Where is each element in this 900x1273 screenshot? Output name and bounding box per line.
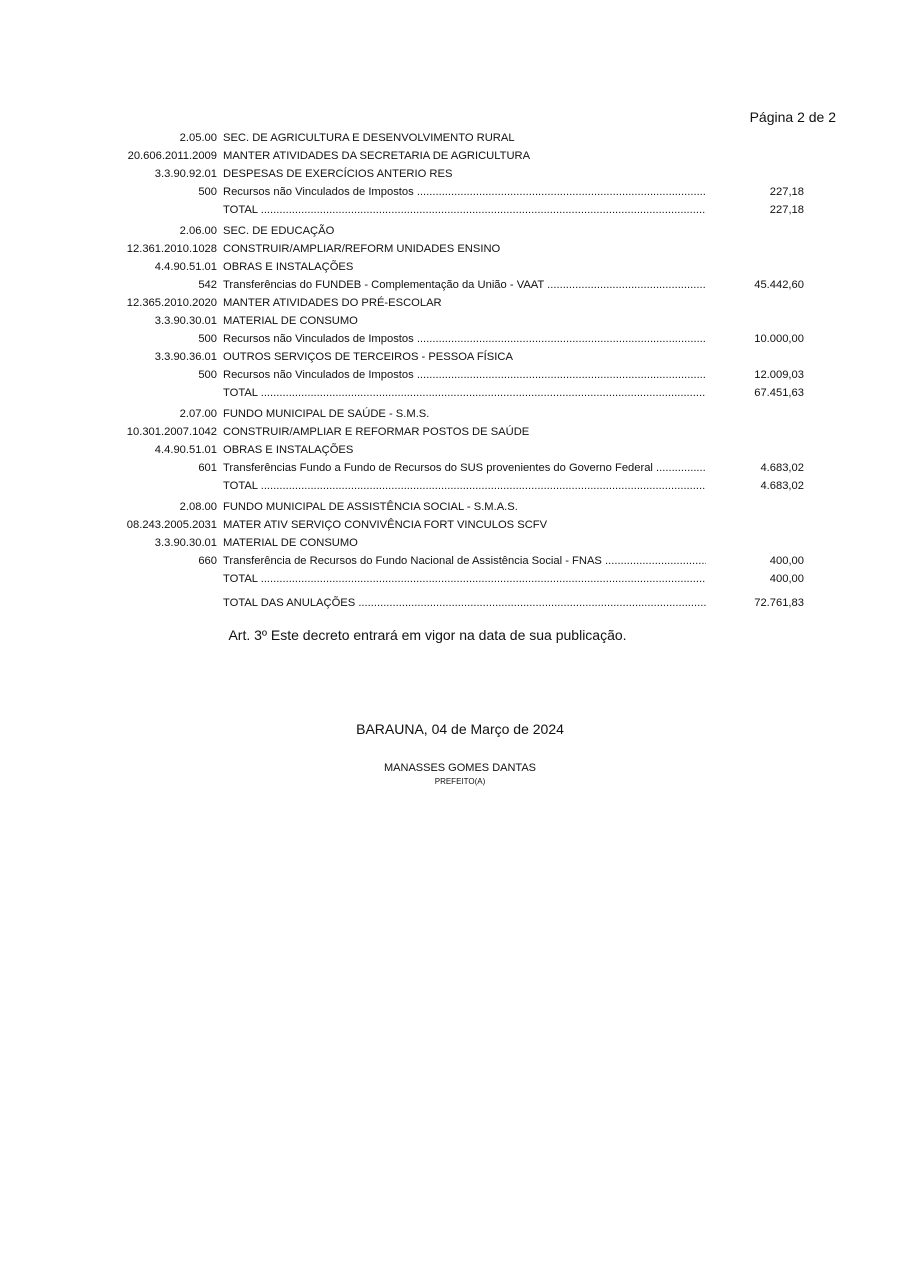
row-description: OBRAS E INSTALAÇÕES (223, 444, 354, 456)
table-row (0, 459, 900, 477)
table-row (0, 276, 900, 294)
row-code: 2.05.00 (179, 132, 217, 144)
row-description: MATERIAL DE CONSUMO (223, 315, 358, 327)
table-row (0, 258, 900, 276)
row-code: 500 (198, 333, 217, 345)
row-code: 3.3.90.92.01 (154, 168, 217, 180)
table-row (0, 498, 900, 516)
total-label: TOTAL ..... (223, 201, 706, 219)
row-description: SEC. DE AGRICULTURA E DESENVOLVIMENTO RURAL (223, 132, 515, 144)
table-row (0, 294, 900, 312)
row-description: FUNDO MUNICIPAL DE ASSISTÊNCIA SOCIAL - S.M.A.S. (223, 501, 518, 513)
row-code: 542 (198, 279, 217, 291)
table-row (0, 516, 900, 534)
row-description: Transferências do FUNDEB - Complementação da União - VAAT ..... (223, 276, 706, 294)
row-value: 45.442,60 (754, 279, 804, 291)
row-description: MANTER ATIVIDADES DO PRÉ-ESCOLAR (223, 297, 442, 309)
table-row (0, 366, 900, 384)
table-row (0, 330, 900, 348)
total-value: 4.683,02 (760, 480, 804, 492)
row-description: CONSTRUIR/AMPLIAR E REFORMAR POSTOS DE SAÚDE (223, 426, 530, 438)
row-value: 227,18 (769, 186, 804, 198)
table-row (0, 240, 900, 258)
row-description: Recursos não Vinculados de Impostos ..... (223, 366, 706, 384)
row-description: SEC. DE EDUCAÇÃO (223, 225, 335, 237)
row-description: DESPESAS DE EXERCÍCIOS ANTERIO RES (223, 168, 453, 180)
table-row (0, 312, 900, 330)
table-row (0, 129, 900, 147)
row-code: 2.07.00 (179, 408, 217, 420)
row-code: 2.06.00 (179, 225, 217, 237)
row-value: 4.683,02 (760, 462, 804, 474)
grand-total-value: 72.761,83 (754, 597, 804, 609)
row-code: 10.301.2007.1042 (126, 426, 217, 438)
total-row (0, 201, 900, 219)
row-code: 3.3.90.30.01 (154, 315, 217, 327)
row-code: 4.4.90.51.01 (154, 444, 217, 456)
row-description: Transferência de Recursos do Fundo Nacional de Assistência Social - FNAS ..... (223, 552, 706, 570)
row-description: FUNDO MUNICIPAL DE SAÚDE - S.M.S. (223, 408, 430, 420)
table-row (0, 147, 900, 165)
total-row (0, 477, 900, 495)
row-value: 400,00 (769, 555, 804, 567)
row-description: Recursos não Vinculados de Impostos ..... (223, 330, 706, 348)
total-row (0, 570, 900, 588)
row-code: 3.3.90.36.01 (154, 351, 217, 363)
row-code: 500 (198, 186, 217, 198)
total-value: 227,18 (769, 204, 804, 216)
page-number: Página 2 de 2 (749, 109, 836, 125)
table-row (0, 552, 900, 570)
total-value: 400,00 (769, 573, 804, 585)
row-description: Transferências Fundo a Fundo de Recursos do SUS provenientes do Governo Federal ..... (223, 459, 706, 477)
row-code: 601 (198, 462, 217, 474)
total-row (0, 384, 900, 402)
place-date: BARAUNA, 04 de Março de 2024 (356, 721, 564, 737)
row-code: 12.365.2010.2020 (126, 297, 217, 309)
row-code: 12.361.2010.1028 (126, 243, 217, 255)
row-description: CONSTRUIR/AMPLIAR/REFORM UNIDADES ENSINO (223, 243, 501, 255)
total-label: TOTAL ..... (223, 570, 706, 588)
row-code: 20.606.2011.2009 (127, 150, 217, 162)
grand-total-row (0, 594, 900, 612)
row-description: Recursos não Vinculados de Impostos ..... (223, 183, 706, 201)
row-code: 4.4.90.51.01 (154, 261, 217, 273)
table-row (0, 183, 900, 201)
signer-role: PREFEITO(A) (434, 777, 486, 786)
row-description: OUTROS SERVIÇOS DE TERCEIROS - PESSOA FÍSICA (223, 351, 513, 363)
row-description: MATERIAL DE CONSUMO (223, 537, 358, 549)
row-value: 12.009,03 (754, 369, 804, 381)
row-description: OBRAS E INSTALAÇÕES (223, 261, 354, 273)
total-label: TOTAL ..... (223, 384, 706, 402)
row-code: 08.243.2005.2031 (126, 519, 217, 531)
table-row (0, 222, 900, 240)
total-label: TOTAL ..... (223, 477, 706, 495)
row-code: 660 (198, 555, 217, 567)
row-code: 3.3.90.30.01 (154, 537, 217, 549)
article-text: Art. 3º Este decreto entrará em vigor na data de sua publicação. (228, 627, 627, 643)
table-row (0, 348, 900, 366)
table-row (0, 405, 900, 423)
total-value: 67.451,63 (754, 387, 804, 399)
signer-name: MANASSES GOMES DANTAS (384, 762, 536, 774)
row-description: MANTER ATIVIDADES DA SECRETARIA DE AGRICULTURA (223, 150, 531, 162)
row-description: MATER ATIV SERVIÇO CONVIVÊNCIA FORT VINCULOS SCFV (223, 519, 548, 531)
row-code: 2.08.00 (179, 501, 217, 513)
table-row (0, 534, 900, 552)
row-code: 500 (198, 369, 217, 381)
table-row (0, 423, 900, 441)
grand-total-label: TOTAL DAS ANULAÇÕES ..... (223, 594, 706, 612)
row-value: 10.000,00 (754, 333, 804, 345)
table-row (0, 441, 900, 459)
table-row (0, 165, 900, 183)
budget-table (0, 129, 900, 612)
